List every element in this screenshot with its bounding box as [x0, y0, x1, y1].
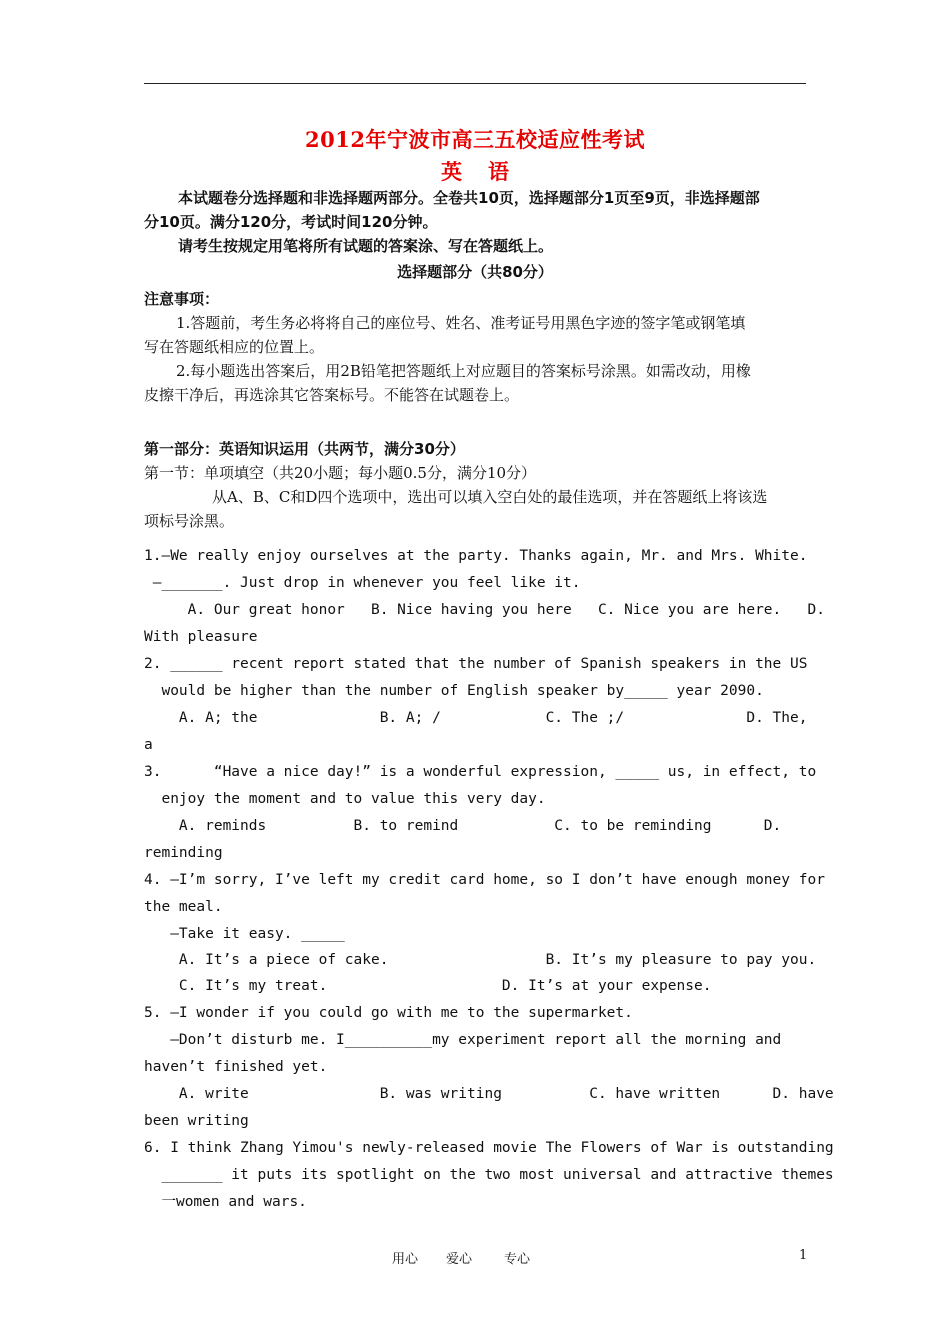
notice-item-2-line-2: 皮擦干净后，再选涂其它答案标号。不能答在试题卷上。 [144, 386, 520, 404]
q5-line-1: 5. —I wonder if you could go with me to the supermarket. [144, 1005, 633, 1021]
q1-line-4: With pleasure [144, 629, 258, 645]
q3-line-4: reminding [144, 845, 223, 861]
notice-block [144, 287, 806, 407]
q2-line-3: A. A; the B. A; / C. The ;/ D. The, [144, 710, 808, 726]
q4-line-4: A. It’s a piece of cake. B. It’s my pleasure to pay you. [144, 952, 817, 968]
part1-instruction-line-2: 项标号涂黑。 [144, 512, 235, 530]
q2-line-4: a [144, 737, 153, 753]
section-header: 选择题部分（共80分） [397, 263, 553, 281]
q5-line-5: been writing [144, 1113, 249, 1129]
q1-line-3: A. Our great honor B. Nice having you here C. Nice you are here. D. [144, 602, 825, 618]
q1-line-1: 1.—We really enjoy ourselves at the party. Thanks again, Mr. and Mrs. White. [144, 548, 808, 564]
part1-section1: 第一节：单项填空（共20小题；每小题0.5分，满分10分） [144, 464, 537, 482]
q1-line-2: —_______. Just drop in whenever you feel like it. [144, 575, 581, 591]
q5-line-3: haven’t finished yet. [144, 1059, 328, 1075]
q3-line-1: 3. “Have a nice day!” is a wonderful expression, _____ us, in effect, to [144, 764, 817, 780]
part1-title: 第一部分：英语知识运用（共两节，满分30分） [144, 440, 465, 458]
q4-line-5: C. It’s my treat. D. It’s at your expense. [144, 978, 712, 994]
q4-line-1: 4. —I’m sorry, I’ve left my credit card home, so I don’t have enough money for [144, 872, 825, 888]
exam-title: 2012年宁波市高三五校适应性考试 [305, 127, 645, 152]
q6-line-3: 一women and wars. [144, 1194, 307, 1210]
notice-item-1-line-2: 写在答题纸相应的位置上。 [144, 338, 325, 356]
intro-line-1: 本试题卷分选择题和非选择题两部分。全卷共10页，选择题部分1页至9页，非选择题部 [178, 189, 760, 207]
subject-title: 英语 [441, 159, 535, 184]
notice-item-1-line-1: 1.答题前，考生务必将将自己的座位号、姓名、准考证号用黑色字迹的签字笔或钢笔填 [176, 314, 746, 332]
q3-line-2: enjoy the moment and to value this very day. [144, 791, 546, 807]
q5-line-2: —Don’t disturb me. I__________my experiment report all the morning and [144, 1032, 782, 1048]
header-rule [144, 83, 806, 84]
q2-line-1: 2. ______ recent report stated that the number of Spanish speakers in the US [144, 656, 808, 672]
q4-line-2: the meal. [144, 899, 223, 915]
footer-motto-2: 爱心 [446, 1252, 473, 1267]
q5-line-4: A. write B. was writing C. have written D. have [144, 1086, 834, 1102]
q3-line-3: A. reminds B. to remind C. to be reminding D. [144, 818, 782, 834]
q6-line-1: 6. I think Zhang Yimou's newly-released movie The Flowers of War is outstanding [144, 1140, 834, 1156]
notice-item-2-line-1: 2.每小题选出答案后，用2B铅笔把答题纸上对应题目的答案标号涂黑。如需改动，用橡 [176, 362, 751, 380]
part1-block [144, 437, 806, 533]
q6-line-2: _______ it puts its spotlight on the two most universal and attractive themes [144, 1167, 834, 1183]
part1-instruction-line-1: 从A、B、C和D四个选项中，选出可以填入空白处的最佳选项，并在答题纸上将该选 [212, 488, 768, 506]
intro-line-2: 分10页。满分120分，考试时间120分钟。 [144, 213, 438, 231]
footer-motto-1: 用心 [392, 1252, 419, 1267]
q2-line-2: would be higher than the number of English speaker by_____ year 2090. [144, 683, 764, 699]
intro-line-3: 请考生按规定用笔将所有试题的答案涂、写在答题纸上。 [178, 237, 554, 255]
page-number: 1 [799, 1248, 808, 1263]
intro-block [144, 186, 806, 258]
notice-title: 注意事项： [144, 290, 220, 308]
footer-motto-3: 专心 [504, 1252, 531, 1267]
q4-line-3: —Take it easy. _____ [144, 926, 345, 942]
